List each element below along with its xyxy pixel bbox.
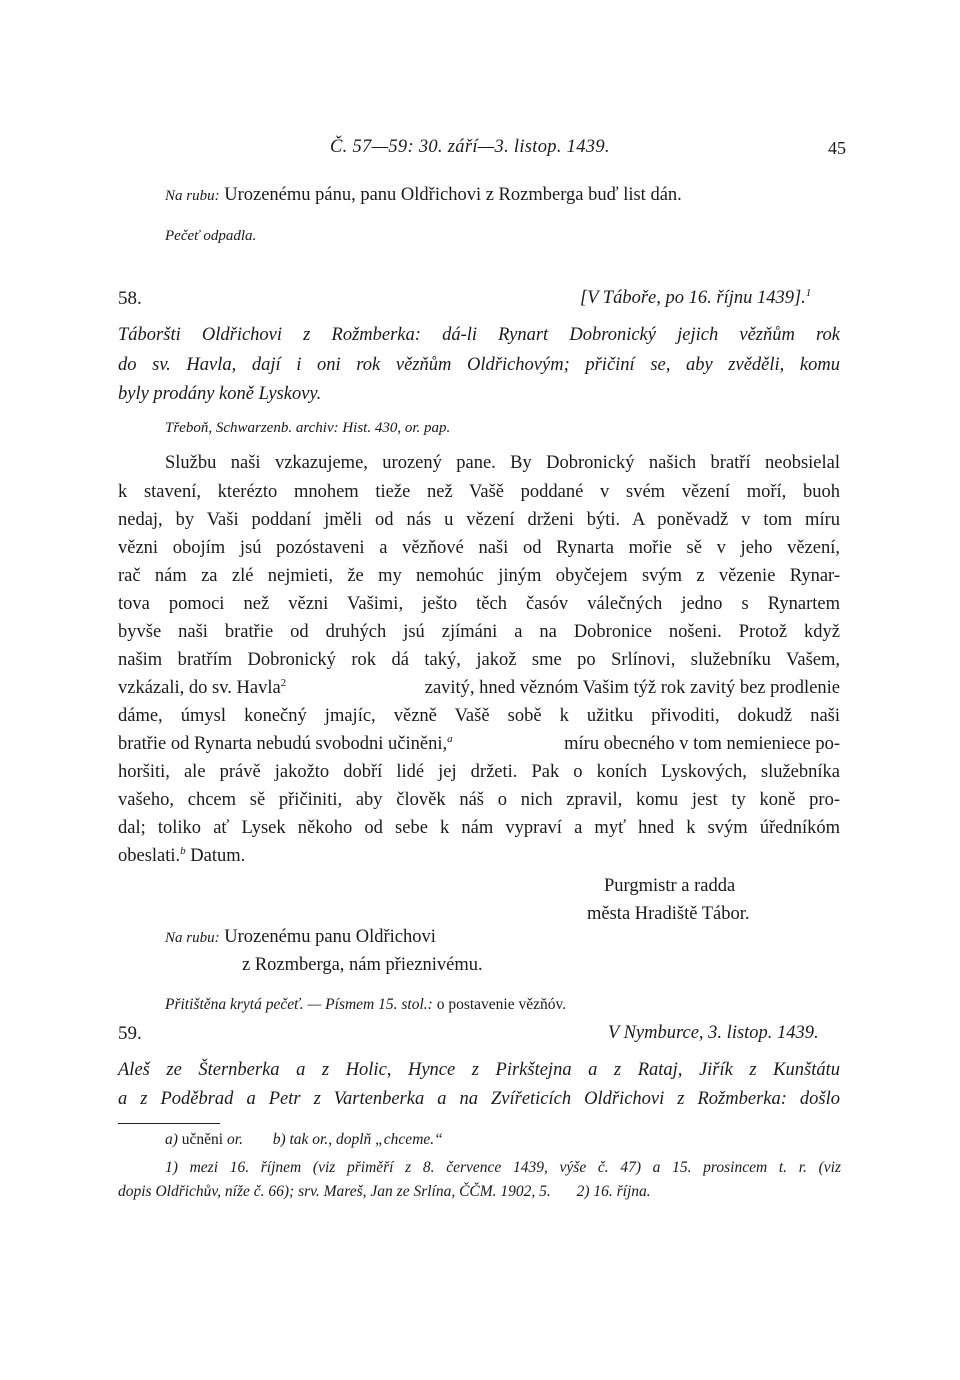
doc-date-59: V Nymburce, 3. listop. 1439. [608,1023,819,1043]
verso-address: Urozenému panu Oldřichovi [224,927,436,947]
regest-line: Táboršti Oldřichovi z Rožmberka: dá-li Rynart Dobronický jejich vězňům rok [118,325,840,345]
date-text: [V Táboře, po 16. říjnu 1439]. [580,288,806,308]
footnote-1-line: 1) mezi 16. říjnem (viz přiměří z 8. července 1439, výše č. 47) a 15. prosincem t. r. (viz [165,1159,841,1176]
verso-note-58 [165,927,436,948]
doc-number-58: 58. [118,288,142,309]
page-number: 45 [828,138,846,158]
doc-date-58 [580,288,811,309]
text-line [118,846,840,867]
text-line: horšiti, ale právě jakožto dobří lidé jej držeti. Pak o koních Lyskových, služebníka [118,762,840,782]
verso-address: Urozenému pánu, panu Oldřichovi z Rozmberga buď list dán. [224,185,682,205]
footnote-separator [118,1123,220,1124]
text-line: vašeho, chcem sě přičiniti, aby člověk náš o nich zpravil, komu jest ty koně pro- [118,790,840,810]
footnote-text: dopis Oldřichův, níže č. 66); srv. Mareš, Jan ze Srlína, ČČM. 1902, 5. [118,1183,551,1200]
footnote-mark: 1 [805,286,812,299]
regest-line: byly prodány koně Lyskovy. [118,384,322,404]
footnote-mark: 2 [280,676,287,689]
verso-label: Na rubu: [165,188,220,204]
seal-note-text: o postavenie vězňóv. [436,996,567,1013]
doc-number-59: 59. [118,1023,142,1044]
footnote-text: tak or., doplň „chceme.“ [289,1131,443,1148]
signature-line: města Hradiště Tábor. [587,904,750,924]
seal-note-text: Přitištěna krytá pečeť. — Písmem 15. stol.: [165,996,433,1013]
seal-note-57: Pečeť odpadla. [165,228,257,244]
text-part: obeslati. [118,846,181,866]
archive-reference: Třeboň, Schwarzenb. archiv: Hist. 430, or. pap. [165,420,451,436]
text-part: míru obecného v tom nemieniece po- [564,734,840,754]
text-line: vězni obojím jsú pozóstaveni a vězňové naši od Rynarta mořie sě v jeho vězení, [118,538,840,558]
text-line: dal; toliko ať Lysek někoho od sebe k nám vypraví a myť hned k svým úředníkóm [118,818,840,838]
text-line: Službu naši vzkazujeme, urozený pane. By Dobronický našich bratří neobsielal [165,453,840,473]
text-line [118,734,840,755]
text-line: dáme, úmysl konečný jmajíc, vězně Vašě sobě k užitku přivoditi, dokudž naši [118,706,840,726]
verso-note-57 [165,185,682,206]
text-line: k stavení, kterézto mnohem tieže než Vašě poddané v svém vězení moří, buoh [118,482,840,502]
text-line [118,678,840,699]
footnote-mark: b [180,844,186,857]
footnote-a [165,1131,443,1149]
footnote-label: b) [272,1131,286,1148]
text-line: nedaj, by Vaši poddaní jměli od nás u vězení drženi býti. A poněvadž v tom míru [118,510,840,530]
regest-line: Aleš ze Šternberka a z Holic, Hynce z Pirkštejna a z Rataj, Jiřík z Kunštátu [118,1060,840,1080]
text-line: našim bratřím Dobronický rok dá taký, jakož sme po Srlínovi, služebníku Vašem, [118,650,840,670]
footnote-text: učněni [181,1131,224,1148]
text-part: bratřie od Rynarta nebudú svobodni učiněni, [118,734,448,754]
footnote-2: 2) 16. října. [576,1183,651,1200]
regest-line: do sv. Havla, dají i oni rok vězňům Oldřichovým; přičiní se, aby zvěděli, komu [118,355,840,375]
text-part: zavitý, hned věznóm Vašim týž rok zavitý bez prodlenie [424,678,840,698]
text-part: vzkázali, do sv. Havla [118,678,281,698]
text-line: byvše naši bratřie od druhých jsú zjímáni a na Dobronice nošeni. Protož když [118,622,840,642]
text-segment [118,734,453,755]
footnote-1-line [118,1183,651,1201]
text-segment [118,678,286,699]
text-line: tova pomoci než vězni Vašimi, ješto těch časóv válečných jedno s Rynartem [118,594,840,614]
regest-line: a z Poděbrad a Petr z Vartenberka a na Zvířeticích Oldřichovi z Rožmberka: došlo [118,1089,840,1109]
seal-note-58 [165,996,566,1014]
running-header: Č. 57—59: 30. září—3. listop. 1439. [330,137,610,157]
verso-label: Na rubu: [165,930,220,946]
signature-line: Purgmistr a radda [604,876,736,896]
footnote-text: or. [227,1131,243,1148]
text-part: Datum. [190,846,246,866]
footnote-label: a) [165,1131,178,1148]
footnote-mark: a [447,732,453,745]
verso-address-line: z Rozmberga, nám přieznivému. [242,955,483,975]
text-line: rač nám za zlé nejmieti, že my nemohúc jiným obyčejem svým z vězenie Rynar- [118,566,840,586]
